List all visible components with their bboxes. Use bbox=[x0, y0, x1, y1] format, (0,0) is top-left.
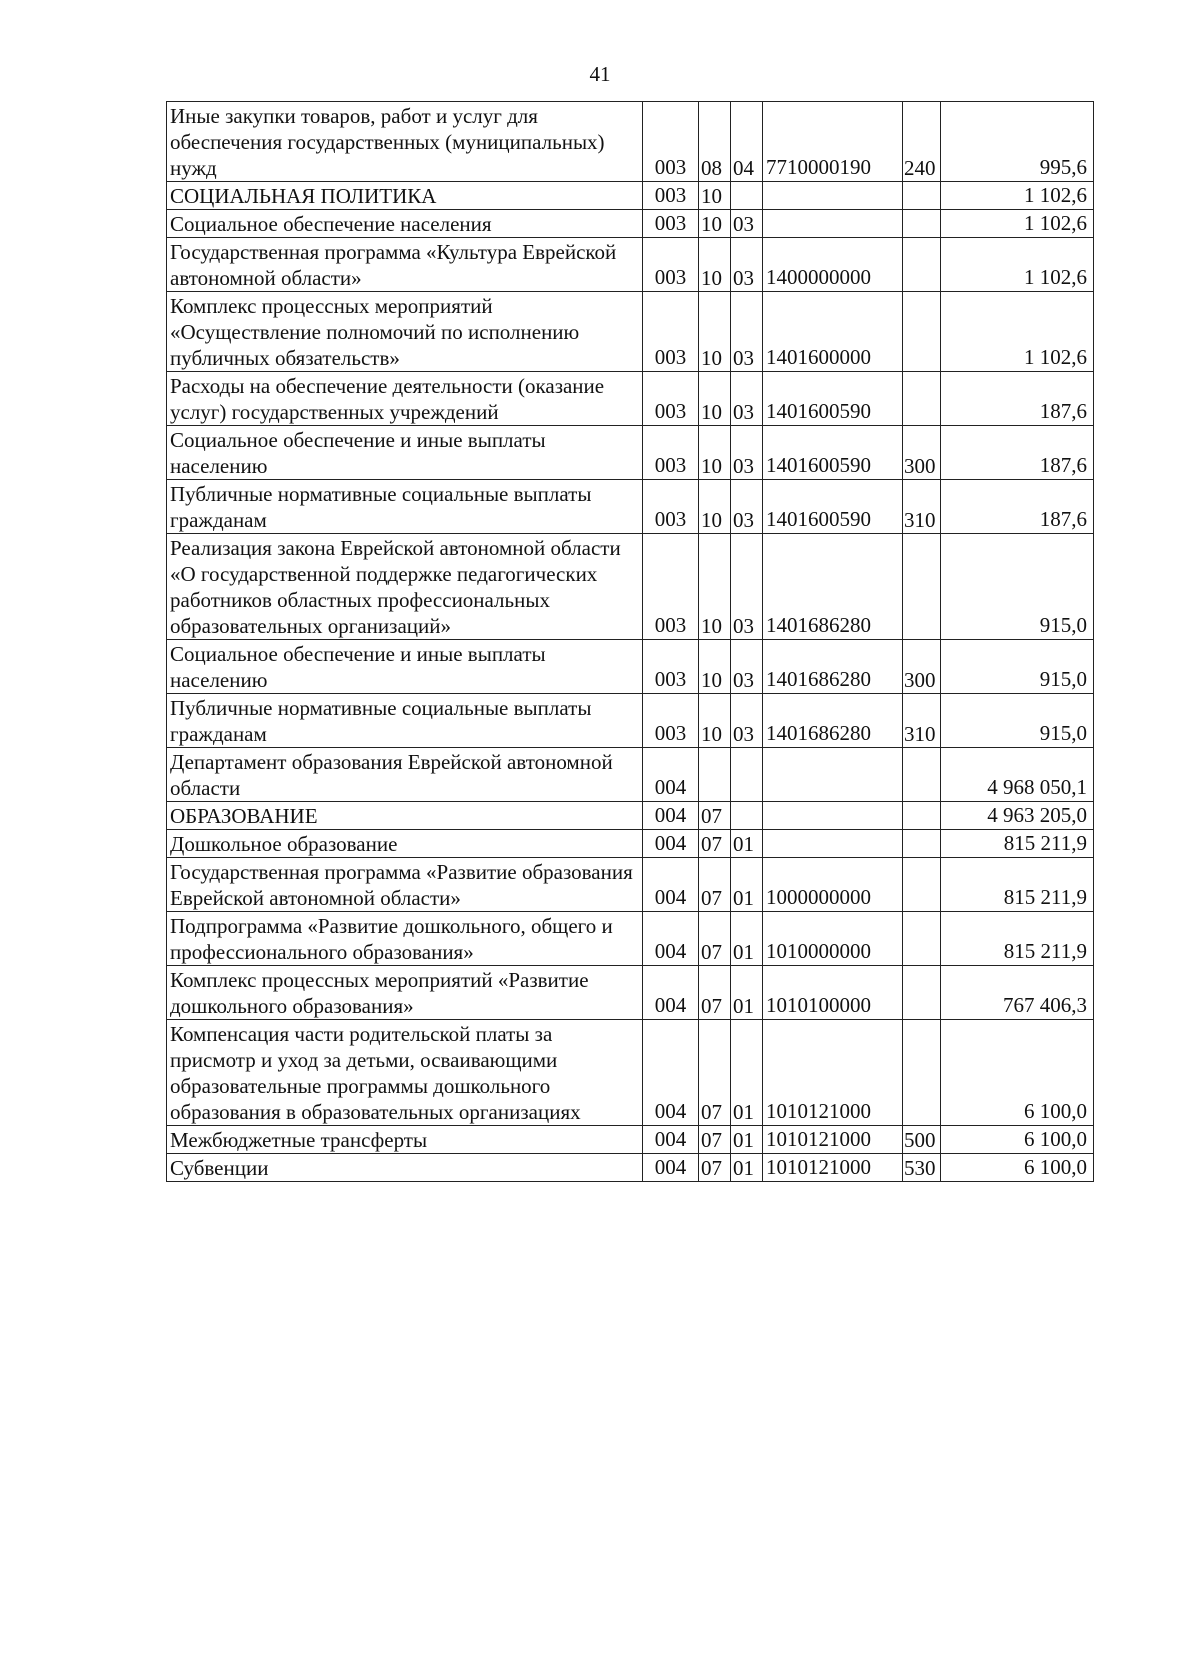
row-rz-cell: 07 bbox=[699, 912, 731, 966]
table-row bbox=[167, 238, 1094, 292]
row-vr-cell bbox=[903, 802, 941, 830]
row-ved-cell: 003 bbox=[643, 480, 699, 534]
table-row bbox=[167, 858, 1094, 912]
row-ved-cell: 003 bbox=[643, 372, 699, 426]
row-sum-cell: 187,6 bbox=[941, 480, 1094, 534]
table-row bbox=[167, 966, 1094, 1020]
row-csr-cell bbox=[763, 830, 903, 858]
row-name-cell: Подпрограмма «Развитие дошкольного, общего и профессионального образования» bbox=[167, 912, 643, 966]
row-sum-cell: 1 102,6 bbox=[941, 182, 1094, 210]
row-sum-cell: 915,0 bbox=[941, 534, 1094, 640]
row-vr-cell bbox=[903, 966, 941, 1020]
row-vr-cell: 310 bbox=[903, 694, 941, 748]
row-ved-cell: 004 bbox=[643, 966, 699, 1020]
row-rz-cell: 10 bbox=[699, 238, 731, 292]
row-name-cell: Социальное обеспечение и иные выплаты населению bbox=[167, 640, 643, 694]
row-ved-cell: 004 bbox=[643, 830, 699, 858]
row-rz-cell: 07 bbox=[699, 830, 731, 858]
table-row bbox=[167, 912, 1094, 966]
row-vr-cell bbox=[903, 292, 941, 372]
row-vr-cell bbox=[903, 858, 941, 912]
row-csr-cell bbox=[763, 210, 903, 238]
row-ved-cell: 004 bbox=[643, 802, 699, 830]
row-pr-cell: 03 bbox=[731, 426, 763, 480]
row-csr-cell: 1401600590 bbox=[763, 426, 903, 480]
row-rz-cell: 10 bbox=[699, 182, 731, 210]
row-pr-cell: 03 bbox=[731, 694, 763, 748]
row-pr-cell bbox=[731, 802, 763, 830]
row-pr-cell: 03 bbox=[731, 292, 763, 372]
row-rz-cell: 10 bbox=[699, 640, 731, 694]
row-rz-cell bbox=[699, 748, 731, 802]
row-pr-cell: 01 bbox=[731, 830, 763, 858]
table-row bbox=[167, 480, 1094, 534]
row-csr-cell: 1401600590 bbox=[763, 480, 903, 534]
row-csr-cell: 1000000000 bbox=[763, 858, 903, 912]
row-csr-cell: 1401686280 bbox=[763, 534, 903, 640]
row-vr-cell: 500 bbox=[903, 1126, 941, 1154]
row-pr-cell: 03 bbox=[731, 480, 763, 534]
row-ved-cell: 004 bbox=[643, 1126, 699, 1154]
row-name-cell: Расходы на обеспечение деятельности (оказание услуг) государственных учреждений bbox=[167, 372, 643, 426]
row-name-cell: Департамент образования Еврейской автономной области bbox=[167, 748, 643, 802]
row-rz-cell: 10 bbox=[699, 534, 731, 640]
row-name-cell: Публичные нормативные социальные выплаты гражданам bbox=[167, 480, 643, 534]
row-rz-cell: 08 bbox=[699, 102, 731, 182]
row-name-cell: Комплекс процессных мероприятий «Развитие дошкольного образования» bbox=[167, 966, 643, 1020]
row-vr-cell: 310 bbox=[903, 480, 941, 534]
row-name-cell: Социальное обеспечение населения bbox=[167, 210, 643, 238]
budget-table bbox=[166, 101, 1094, 1182]
row-name-cell: Межбюджетные трансферты bbox=[167, 1126, 643, 1154]
row-ved-cell: 003 bbox=[643, 182, 699, 210]
row-pr-cell: 01 bbox=[731, 858, 763, 912]
row-rz-cell: 10 bbox=[699, 372, 731, 426]
row-ved-cell: 003 bbox=[643, 426, 699, 480]
row-sum-cell: 6 100,0 bbox=[941, 1154, 1094, 1182]
row-name-cell: Дошкольное образование bbox=[167, 830, 643, 858]
row-csr-cell: 1010100000 bbox=[763, 966, 903, 1020]
table-row bbox=[167, 1154, 1094, 1182]
row-pr-cell: 01 bbox=[731, 1020, 763, 1126]
row-pr-cell: 01 bbox=[731, 912, 763, 966]
row-vr-cell bbox=[903, 830, 941, 858]
row-pr-cell: 01 bbox=[731, 1126, 763, 1154]
row-csr-cell: 1401600590 bbox=[763, 372, 903, 426]
row-ved-cell: 004 bbox=[643, 912, 699, 966]
row-ved-cell: 003 bbox=[643, 640, 699, 694]
row-sum-cell: 815 211,9 bbox=[941, 830, 1094, 858]
row-name-cell: Комплекс процессных мероприятий «Осуществление полномочий по исполнению публичных обязательств» bbox=[167, 292, 643, 372]
row-rz-cell: 07 bbox=[699, 966, 731, 1020]
table-row bbox=[167, 426, 1094, 480]
row-name-cell: Иные закупки товаров, работ и услуг для обеспечения государственных (муниципальных) нужд bbox=[167, 102, 643, 182]
table-row bbox=[167, 640, 1094, 694]
row-rz-cell: 10 bbox=[699, 694, 731, 748]
row-ved-cell: 004 bbox=[643, 748, 699, 802]
row-vr-cell: 240 bbox=[903, 102, 941, 182]
row-pr-cell bbox=[731, 182, 763, 210]
row-rz-cell: 10 bbox=[699, 480, 731, 534]
row-sum-cell: 6 100,0 bbox=[941, 1126, 1094, 1154]
row-vr-cell: 300 bbox=[903, 640, 941, 694]
row-sum-cell: 915,0 bbox=[941, 694, 1094, 748]
row-vr-cell: 530 bbox=[903, 1154, 941, 1182]
row-name-cell: СОЦИАЛЬНАЯ ПОЛИТИКА bbox=[167, 182, 643, 210]
row-name-cell: Субвенции bbox=[167, 1154, 643, 1182]
row-sum-cell: 187,6 bbox=[941, 372, 1094, 426]
row-name-cell: Компенсация части родительской платы за присмотр и уход за детьми, осваивающими образовательные программы дошкольного образования в образовательных организациях bbox=[167, 1020, 643, 1126]
row-name-cell: ОБРАЗОВАНИЕ bbox=[167, 802, 643, 830]
row-sum-cell: 4 963 205,0 bbox=[941, 802, 1094, 830]
row-ved-cell: 003 bbox=[643, 292, 699, 372]
row-sum-cell: 815 211,9 bbox=[941, 912, 1094, 966]
row-vr-cell bbox=[903, 1020, 941, 1126]
row-rz-cell: 07 bbox=[699, 1154, 731, 1182]
table-body bbox=[167, 102, 1094, 1182]
row-rz-cell: 07 bbox=[699, 802, 731, 830]
row-csr-cell: 1400000000 bbox=[763, 238, 903, 292]
row-rz-cell: 10 bbox=[699, 426, 731, 480]
row-csr-cell: 1010121000 bbox=[763, 1126, 903, 1154]
table-row bbox=[167, 534, 1094, 640]
row-ved-cell: 003 bbox=[643, 102, 699, 182]
row-ved-cell: 003 bbox=[643, 238, 699, 292]
row-csr-cell: 1010000000 bbox=[763, 912, 903, 966]
row-sum-cell: 815 211,9 bbox=[941, 858, 1094, 912]
table-row bbox=[167, 694, 1094, 748]
row-pr-cell: 03 bbox=[731, 640, 763, 694]
row-vr-cell bbox=[903, 238, 941, 292]
row-pr-cell: 03 bbox=[731, 534, 763, 640]
row-vr-cell: 300 bbox=[903, 426, 941, 480]
row-name-cell: Государственная программа «Культура Еврейской автономной области» bbox=[167, 238, 643, 292]
row-pr-cell: 03 bbox=[731, 210, 763, 238]
row-rz-cell: 07 bbox=[699, 1020, 731, 1126]
row-rz-cell: 07 bbox=[699, 858, 731, 912]
row-sum-cell: 1 102,6 bbox=[941, 210, 1094, 238]
row-vr-cell bbox=[903, 372, 941, 426]
row-csr-cell: 1401686280 bbox=[763, 694, 903, 748]
row-ved-cell: 003 bbox=[643, 694, 699, 748]
row-sum-cell: 915,0 bbox=[941, 640, 1094, 694]
row-pr-cell: 04 bbox=[731, 102, 763, 182]
row-csr-cell: 1010121000 bbox=[763, 1154, 903, 1182]
table-row bbox=[167, 292, 1094, 372]
row-vr-cell bbox=[903, 912, 941, 966]
row-rz-cell: 10 bbox=[699, 292, 731, 372]
row-pr-cell: 01 bbox=[731, 1154, 763, 1182]
row-vr-cell bbox=[903, 534, 941, 640]
row-ved-cell: 004 bbox=[643, 1020, 699, 1126]
row-sum-cell: 187,6 bbox=[941, 426, 1094, 480]
table-row bbox=[167, 182, 1094, 210]
row-csr-cell: 7710000190 bbox=[763, 102, 903, 182]
row-ved-cell: 003 bbox=[643, 534, 699, 640]
row-sum-cell: 767 406,3 bbox=[941, 966, 1094, 1020]
row-rz-cell: 07 bbox=[699, 1126, 731, 1154]
table-row bbox=[167, 1020, 1094, 1126]
row-name-cell: Социальное обеспечение и иные выплаты населению bbox=[167, 426, 643, 480]
row-csr-cell bbox=[763, 802, 903, 830]
row-csr-cell bbox=[763, 748, 903, 802]
table-row bbox=[167, 102, 1094, 182]
row-rz-cell: 10 bbox=[699, 210, 731, 238]
row-csr-cell bbox=[763, 182, 903, 210]
table-row bbox=[167, 372, 1094, 426]
row-pr-cell bbox=[731, 748, 763, 802]
row-sum-cell: 4 968 050,1 bbox=[941, 748, 1094, 802]
table-row bbox=[167, 1126, 1094, 1154]
row-csr-cell: 1401600000 bbox=[763, 292, 903, 372]
row-name-cell: Реализация закона Еврейской автономной области «О государственной поддержке педагогических работников областных профессиональных образовательных организаций» bbox=[167, 534, 643, 640]
row-pr-cell: 01 bbox=[731, 966, 763, 1020]
table-row bbox=[167, 802, 1094, 830]
row-csr-cell: 1401686280 bbox=[763, 640, 903, 694]
table-row bbox=[167, 210, 1094, 238]
row-vr-cell bbox=[903, 748, 941, 802]
row-pr-cell: 03 bbox=[731, 372, 763, 426]
row-vr-cell bbox=[903, 182, 941, 210]
row-csr-cell: 1010121000 bbox=[763, 1020, 903, 1126]
row-sum-cell: 995,6 bbox=[941, 102, 1094, 182]
row-sum-cell: 1 102,6 bbox=[941, 238, 1094, 292]
page-number: 41 bbox=[589, 62, 611, 86]
row-pr-cell: 03 bbox=[731, 238, 763, 292]
row-name-cell: Государственная программа «Развитие образования Еврейской автономной области» bbox=[167, 858, 643, 912]
table-row bbox=[167, 830, 1094, 858]
row-ved-cell: 004 bbox=[643, 1154, 699, 1182]
row-ved-cell: 003 bbox=[643, 210, 699, 238]
row-name-cell: Публичные нормативные социальные выплаты гражданам bbox=[167, 694, 643, 748]
table-row bbox=[167, 748, 1094, 802]
row-sum-cell: 1 102,6 bbox=[941, 292, 1094, 372]
row-sum-cell: 6 100,0 bbox=[941, 1020, 1094, 1126]
row-ved-cell: 004 bbox=[643, 858, 699, 912]
row-vr-cell bbox=[903, 210, 941, 238]
